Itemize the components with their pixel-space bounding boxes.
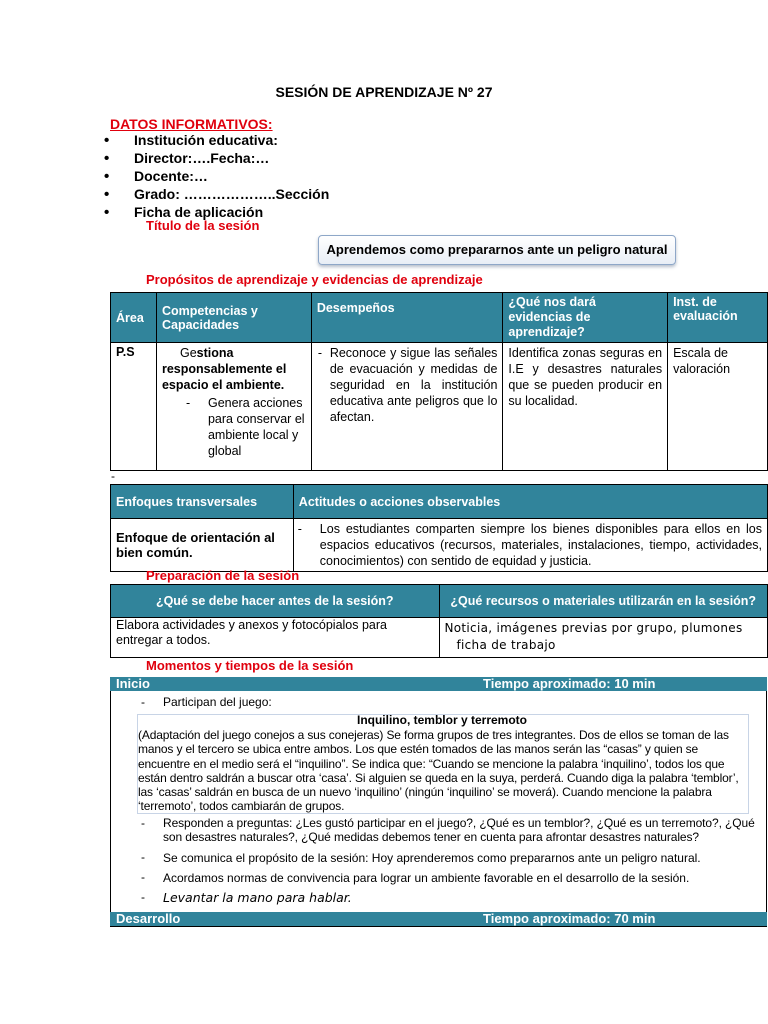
titulo-label: Título de la sesión: [146, 218, 260, 233]
desarrollo-label: Desarrollo: [110, 912, 479, 926]
header-actitudes: Actitudes o acciones observables: [293, 485, 767, 519]
preparacion-label: Preparación de la sesión: [146, 568, 300, 583]
list-item: • Ficha de aplicación: [104, 204, 329, 222]
header-enfoques: Enfoques transversales: [111, 485, 294, 519]
desarrollo-tiempo: Tiempo aproximado: 70 min: [477, 912, 767, 926]
momentos-label: Momentos y tiempos de la sesión: [146, 658, 354, 673]
header-instrumento: Inst. de evaluación: [668, 293, 768, 343]
datos-list: [104, 132, 329, 222]
datos-informativos-heading: DATOS INFORMATIVOS:: [110, 116, 273, 132]
desempeno-text: Reconoce y sigue las señales de evacuación y medidas de seguridad en la institución educativa ante peligros que lo afectan.: [329, 346, 498, 424]
inicio-item-levantar: Levantar la mano para hablar.: [163, 890, 352, 905]
actitud-text: Los estudiantes comparten siempre los bienes disponibles para ellos en los espacios educativos (recursos, materiales, instalaciones, tiempo, actividades, conocimientos) con sentido de equidad y justicia.: [319, 522, 762, 568]
competencia-cell: [156, 343, 311, 471]
preparacion-table: [110, 584, 768, 658]
capacidad-text: Genera acciones para conservar el ambiente local y global: [207, 396, 305, 458]
capacidad-item: - Genera acciones para conservar el ambiente local y global: [185, 396, 305, 458]
enfoques-table: [110, 484, 768, 572]
instrumento-cell: Escala de valoración: [668, 343, 768, 471]
recursos-line1: Noticia, imágenes previas por grupo, plumones: [444, 621, 743, 635]
competencia-text: stiona responsablemente el espacio el ambiente.: [161, 346, 287, 392]
list-item: • Docente:…: [104, 168, 329, 186]
recursos-line2: ficha de trabajo: [456, 638, 556, 652]
actitud-cell: - Los estudiantes comparten siempre los bienes disponibles para ellos en los espacios educativos (recursos, materiales, instalaciones, tiempo, actividades, conocimientos) con sentido de equidad y justicia.: [293, 519, 767, 572]
header-desempenos: Desempeños: [311, 293, 503, 343]
inicio-item-participan: Participan del juego:: [163, 695, 272, 709]
area-cell: P.S: [111, 343, 157, 471]
session-title-heading: SESIÓN DE APRENDIZAJE Nº 27: [275, 84, 493, 100]
session-title-box: Aprendemos como prepararnos ante un peligro natural: [318, 235, 676, 265]
recursos-cell: [439, 618, 768, 658]
header-antes: ¿Qué se debe hacer antes de la sesión?: [111, 585, 440, 618]
inicio-item-proposito: Se comunica el propósito de la sesión: Hoy aprenderemos como prepararnos ante un peligro natural.: [163, 851, 701, 865]
header-recursos: ¿Qué recursos o materiales utilizarán en la sesión?: [439, 585, 768, 618]
competencia-prefix: Ge: [179, 346, 197, 360]
game-title: Inquilino, temblor y terremoto: [356, 713, 527, 727]
propositos-label: Propósitos de aprendizaje y evidencias de aprendizaje: [146, 272, 483, 287]
inicio-item-preguntas: Responden a preguntas: ¿Les gustó participar en el juego?, ¿Qué es un temblor?, ¿Qué es un terremoto?, ¿Qué son desastres naturales?, ¿Qué medidas debemos tener en cuenta para afrontar desastres naturales?: [163, 816, 755, 844]
inicio-item-normas: Acordamos normas de convivencia para lograr un ambiente favorable en el desarrollo de la sesión.: [163, 871, 690, 885]
propositos-table: [110, 292, 768, 471]
antes-cell: Elabora actividades y anexos y fotocópialos para entregar a todos.: [111, 618, 440, 658]
inicio-tiempo: Tiempo aproximado: 10 min: [477, 677, 767, 691]
game-text: (Adaptación del juego conejos a sus conejeras) Se forma grupos de tres integrantes. Dos de ellos se toman de las manos y el tercero se ubica entre ambos. Los que estén tomados de las manos serán las “casas” y quien se encuentre en el medio será el “inquilino”. Se indica que: “Cuando se mencione la palabra ‘inquilino’, todos los que están dentro saldrán a buscar otra ‘casa’. Si alguien se queda en la suya, perderá. Cuando diga la palabra ‘temblor’, las ‘casas’ saldrán en busca de un nuevo ‘inquilino’ (ningún ‘inquilino’ se moverá). Cuando mencione la palabra ‘terremoto’, todos cambiarán de grupos.: [138, 728, 739, 814]
evidencia-cell: Identifica zonas seguras en I.E y desastres naturales que se pueden producir en su localidad.: [503, 343, 668, 471]
desempeno-cell: - Reconoce y sigue las señales de evacuación y medidas de seguridad en la institución educativa ante peligros que lo afectan.: [311, 343, 503, 471]
list-item: • Director:….Fecha:…: [104, 150, 329, 168]
list-item: • Institución educativa:: [104, 132, 329, 150]
header-competencias: Competencias y Capacidades: [156, 293, 311, 343]
list-item: • Grado: ………………..Sección: [104, 186, 329, 204]
header-evidencias: ¿Qué nos dará evidencias de aprendizaje?: [503, 293, 668, 343]
enfoque-cell: Enfoque de orientación al bien común.: [111, 519, 294, 572]
stray-dash: -: [111, 469, 115, 483]
header-area: Área: [111, 293, 157, 343]
inicio-label: Inicio: [110, 677, 479, 691]
